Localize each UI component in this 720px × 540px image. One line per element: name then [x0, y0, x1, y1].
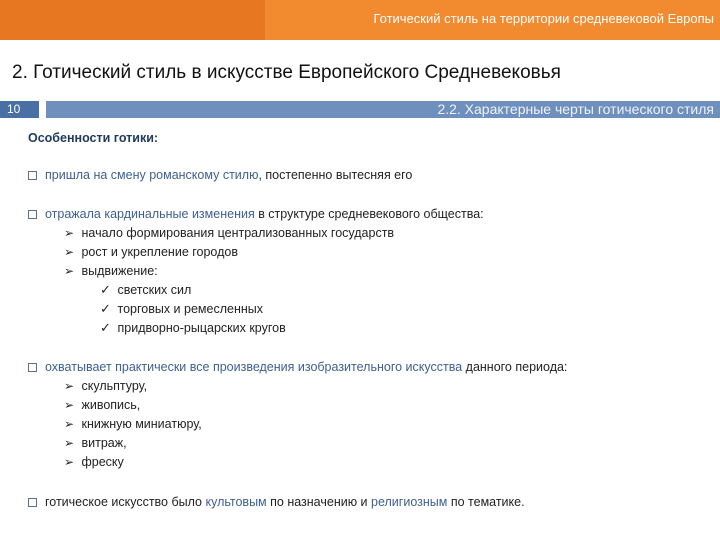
- sub-item-text: выдвижение:: [81, 264, 158, 278]
- sub-item: [64, 454, 124, 470]
- bullet-4-text: по назначению и: [266, 495, 372, 509]
- check-item: [100, 320, 286, 336]
- bullet-4-highlight: культовым: [205, 495, 267, 509]
- slide-number: 10: [0, 101, 39, 118]
- check-item-text: торговых и ремесленных: [117, 302, 263, 316]
- bullet-4: [28, 494, 525, 510]
- sub-item-text: фреску: [81, 455, 124, 469]
- check-item: [100, 282, 191, 298]
- bullet-2-text: в структуре средневекового общества:: [254, 207, 484, 221]
- subtitle-bar: 2.2. Характерные черты готического стиля: [46, 101, 720, 118]
- sub-item: [64, 416, 202, 432]
- square-bullet-icon: [28, 498, 37, 507]
- bullet-1-highlight: пришла на смену романскому стилю: [45, 168, 259, 182]
- bullet-1: [28, 167, 412, 183]
- arrow-bullet-icon: ➢: [64, 245, 75, 259]
- check-item-text: придворно-рыцарских кругов: [117, 321, 286, 335]
- arrow-bullet-icon: ➢: [64, 398, 75, 412]
- checkmark-icon: ✓: [100, 282, 111, 297]
- sub-item: [64, 378, 147, 394]
- sub-item: [64, 397, 140, 413]
- bullet-4-text: готическое искусство было: [45, 495, 206, 509]
- arrow-bullet-icon: ➢: [64, 226, 75, 240]
- sub-item-text: скульптуру,: [81, 379, 148, 393]
- check-item-text: светских сил: [117, 283, 192, 297]
- square-bullet-icon: [28, 210, 37, 219]
- bullet-1-text: , постепенно вытесняя его: [258, 168, 413, 182]
- bullet-2: [28, 206, 484, 222]
- section-title: Особенности готики:: [28, 131, 159, 145]
- arrow-bullet-icon: ➢: [64, 455, 75, 469]
- arrow-bullet-icon: ➢: [64, 379, 75, 393]
- bullet-4-highlight: религиозным: [371, 495, 448, 509]
- sub-item-text: витраж,: [81, 436, 127, 450]
- bullet-2-highlight: отражала кардинальные изменения: [45, 207, 255, 221]
- sub-item-text: живопись,: [81, 398, 141, 412]
- sub-item-text: начало формирования централизованных государств: [81, 226, 395, 240]
- sub-item: [64, 435, 127, 451]
- square-bullet-icon: [28, 363, 37, 372]
- check-item: [100, 301, 263, 317]
- bullet-4-text: по тематике.: [447, 495, 525, 509]
- checkmark-icon: ✓: [100, 320, 111, 335]
- arrow-bullet-icon: ➢: [64, 417, 75, 431]
- sub-item: [64, 263, 158, 279]
- bullet-3: [28, 359, 567, 375]
- sub-item-text: рост и укрепление городов: [81, 245, 238, 259]
- square-bullet-icon: [28, 171, 37, 180]
- checkmark-icon: ✓: [100, 301, 111, 316]
- bullet-3-text: данного периода:: [462, 360, 568, 374]
- sub-item: [64, 244, 238, 260]
- arrow-bullet-icon: ➢: [64, 436, 75, 450]
- slide-heading: 2. Готический стиль в искусстве Европейского Средневековья: [12, 62, 561, 83]
- bullet-3-highlight: охватывает практически все произведения изобразительного искусства: [45, 360, 463, 374]
- sub-item-text: книжную миниатюру,: [81, 417, 202, 431]
- sub-item: [64, 225, 394, 241]
- presentation-title: Готический стиль на территории средневековой Европы: [265, 0, 720, 40]
- arrow-bullet-icon: ➢: [64, 264, 75, 278]
